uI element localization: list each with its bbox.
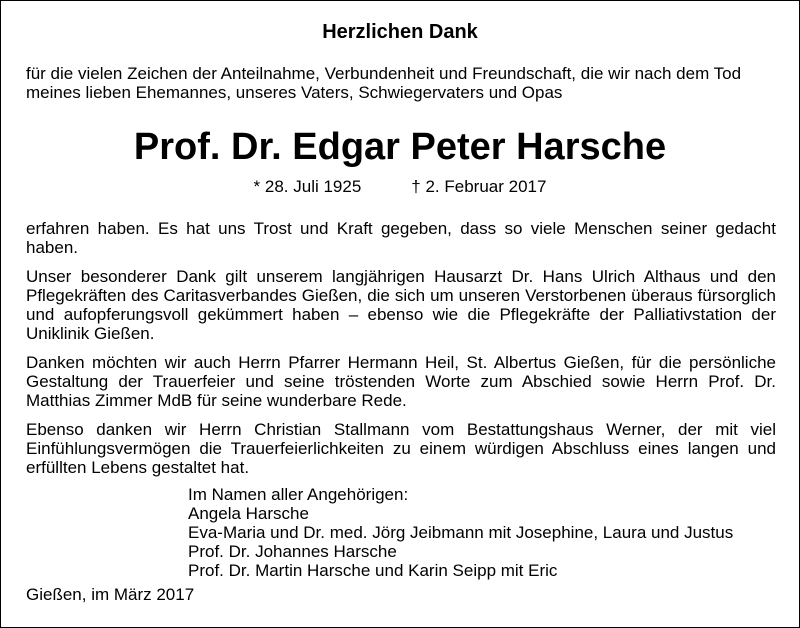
intro-text: für die vielen Zeichen der Anteilnahme, Verbundenheit und Freundschaft, die wir nach dem Tod meines lieben Ehemannes, unseres Vaters, Schwiegervaters und Opas — [26, 64, 742, 102]
death-date: † 2. Februar 2017 — [411, 177, 547, 196]
signoff-line: Angela Harsche — [188, 504, 309, 523]
life-dates — [0, 177, 800, 197]
paragraph-trost: erfahren haben. Es hat uns Trost und Kraft gegeben, dass so viele Menschen seiner gedacht haben. — [26, 219, 776, 257]
notice-heading: Herzlichen Dank — [322, 21, 478, 43]
signoff-line: Im Namen aller Angehörigen: — [188, 485, 409, 504]
place-date: Gießen, im März 2017 — [26, 585, 195, 604]
signoff-line: Eva-Maria und Dr. med. Jörg Jeibmann mit Josephine, Laura und Justus — [188, 523, 734, 542]
signoff-line: Prof. Dr. Martin Harsche und Karin Seipp mit Eric — [188, 561, 558, 580]
signoff-line: Prof. Dr. Johannes Harsche — [188, 542, 397, 561]
paragraph-pfarrer: Danken möchten wir auch Herrn Pfarrer Hermann Heil, St. Albertus Gießen, für die persönliche Gestaltung der Trauerfeier und seine tröstenden Worte zum Abschied sowie Herrn Prof. Dr. Matthias Zimmer MdB für seine wunderbare Rede. — [26, 353, 776, 410]
deceased-name: Prof. Dr. Edgar Peter Harsche — [133, 126, 667, 168]
paragraph-bestattungshaus: Ebenso danken wir Herrn Christian Stallmann vom Bestattungshaus Werner, der mit viel Einfühlungsvermögen die Trauerfeierlichkeiten zu einem würdigen Abschluss eines langen und erfüllten Lebens gestaltet hat. — [26, 420, 776, 477]
signoff-block — [188, 485, 733, 580]
paragraph-hausarzt: Unser besonderer Dank gilt unserem langjährigen Hausarzt Dr. Hans Ulrich Althaus und den Pflegekräften des Caritasverbandes Gießen, die sich um unseren Verstorbenen überaus fürsorglich und aufopferungsvoll gekümmert haben – ebenso wie die Pflegekräfte der Palliativstation der Uniklinik Gießen. — [26, 267, 776, 343]
birth-date: * 28. Juli 1925 — [253, 177, 362, 196]
